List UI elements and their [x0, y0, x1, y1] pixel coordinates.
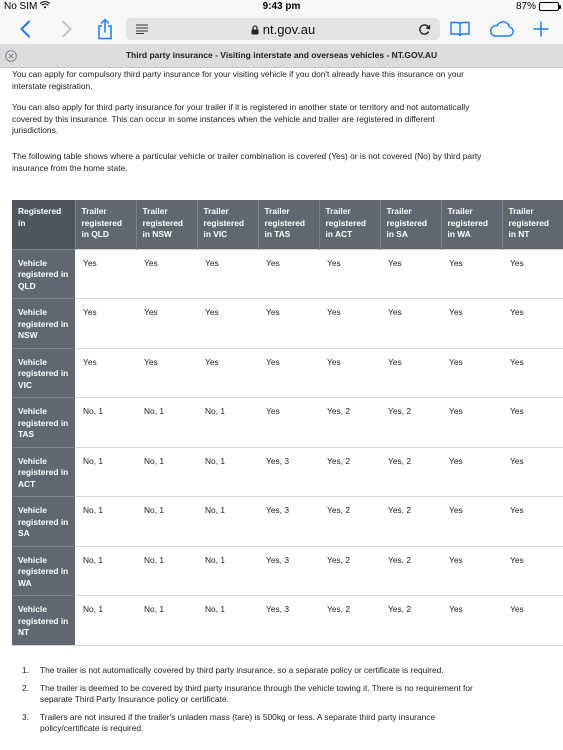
- table-cell: Yes: [380, 299, 441, 349]
- table-cell: Yes, 2: [319, 596, 380, 646]
- share-icon[interactable]: [92, 14, 118, 44]
- table-cell: Yes: [441, 299, 502, 349]
- row-header: Vehicle registered in VIC: [12, 348, 75, 398]
- row-header: Vehicle registered in WA: [12, 546, 75, 596]
- row-header: Vehicle registered in QLD: [12, 249, 75, 299]
- table-cell: Yes, 2: [319, 447, 380, 497]
- table-cell: Yes: [502, 348, 563, 398]
- table-cell: Yes, 2: [380, 447, 441, 497]
- footnote-text: The trailer is deemed to be covered by third party insurance through the vehicle towing it. There is no requirement for separate Third Party Insurance policy or certificate.: [40, 682, 473, 704]
- table-cell: Yes: [197, 299, 258, 349]
- footnote-item: [22, 712, 482, 735]
- battery-percent: 87%: [515, 1, 536, 12]
- table-cell: No, 1: [75, 497, 136, 547]
- table-cell: Yes, 2: [319, 398, 380, 448]
- row-header: Vehicle registered in NT: [12, 596, 75, 646]
- table-cell: Yes, 2: [319, 497, 380, 547]
- table-cell: No, 1: [136, 596, 197, 646]
- table-cell: No, 1: [136, 546, 197, 596]
- table-row: [12, 348, 563, 398]
- table-cell: Yes: [380, 348, 441, 398]
- footnotes-list: [22, 665, 482, 741]
- table-cell: Yes: [258, 299, 319, 349]
- table-cell: Yes: [441, 249, 502, 299]
- table-row: [12, 497, 563, 547]
- table-cell: No, 1: [197, 596, 258, 646]
- column-header-wa: Trailer registered in WA: [441, 200, 502, 249]
- lock-icon: [251, 23, 259, 38]
- browser-toolbar: [0, 14, 563, 44]
- reload-icon[interactable]: [416, 18, 432, 40]
- column-header-nt: Trailer registered in NT: [502, 200, 563, 249]
- table-cell: Yes, 2: [380, 546, 441, 596]
- table-cell: No, 1: [197, 398, 258, 448]
- table-cell: No, 1: [75, 447, 136, 497]
- table-cell: Yes, 3: [258, 546, 319, 596]
- table-cell: No, 1: [197, 447, 258, 497]
- table-cell: Yes: [197, 348, 258, 398]
- row-header: Vehicle registered in SA: [12, 497, 75, 547]
- table-row: [12, 398, 563, 448]
- table-cell: Yes: [136, 249, 197, 299]
- table-cell: Yes, 3: [258, 497, 319, 547]
- column-header-qld: Trailer registered in QLD: [75, 200, 136, 249]
- table-cell: Yes: [441, 447, 502, 497]
- table-cell: Yes, 2: [380, 596, 441, 646]
- column-header-sa: Trailer registered in SA: [380, 200, 441, 249]
- address-bar[interactable]: [126, 18, 440, 40]
- table-cell: Yes: [441, 546, 502, 596]
- column-header-vic: Trailer registered in VIC: [197, 200, 258, 249]
- table-cell: Yes, 3: [258, 596, 319, 646]
- table-cell: Yes: [380, 249, 441, 299]
- table-cell: Yes: [502, 447, 563, 497]
- footnote-number: 3.: [22, 711, 29, 722]
- column-header-act: Trailer registered in ACT: [319, 200, 380, 249]
- page-content: [0, 68, 563, 750]
- table-cell: Yes: [441, 348, 502, 398]
- carrier-label: No SIM: [4, 1, 38, 12]
- table-cell: Yes: [319, 348, 380, 398]
- table-cell: Yes, 2: [380, 398, 441, 448]
- battery-icon: [539, 2, 559, 11]
- column-header-nsw: Trailer registered in NSW: [136, 200, 197, 249]
- table-cell: Yes: [258, 249, 319, 299]
- tab-bar: [0, 44, 563, 68]
- table-cell: Yes: [441, 596, 502, 646]
- table-row: [12, 447, 563, 497]
- table-cell: Yes: [441, 497, 502, 547]
- table-cell: Yes: [319, 299, 380, 349]
- table-cell: No, 1: [75, 596, 136, 646]
- table-cell: Yes: [75, 299, 136, 349]
- table-cell: Yes: [136, 348, 197, 398]
- table-intro-paragraph: The following table shows where a particular vehicle or trailer combination is covered (Yes) or is not covered (No) by third party insurance from the home state.: [12, 151, 482, 173]
- table-cell: Yes: [258, 348, 319, 398]
- clock: 9:43 pm: [262, 1, 301, 12]
- coverage-table: [12, 200, 563, 646]
- intro-paragraph: You can apply for compulsory third party insurance for your visiting vehicle if you don't already have this insurance on your interstate registration.: [12, 69, 464, 91]
- table-cell: Yes: [502, 398, 563, 448]
- tab-title[interactable]: Third party insurance - Visiting interstate and overseas vehicles - NT.GOV.AU: [125, 50, 438, 60]
- footnote-item: [22, 683, 482, 706]
- table-cell: No, 1: [136, 447, 197, 497]
- table-cell: Yes: [319, 249, 380, 299]
- footnote-item: [22, 665, 482, 677]
- table-cell: Yes: [136, 299, 197, 349]
- table-cell: No, 1: [136, 398, 197, 448]
- chevron-left-icon[interactable]: [10, 14, 40, 44]
- table-cell: Yes, 2: [380, 497, 441, 547]
- table-cell: No, 1: [75, 546, 136, 596]
- url-host: nt.gov.au: [262, 22, 316, 37]
- table-cell: Yes: [75, 249, 136, 299]
- table-cell: Yes, 2: [319, 546, 380, 596]
- table-cell: Yes: [197, 249, 258, 299]
- footnote-number: 1.: [22, 665, 29, 675]
- footnote-text: Trailers are not insured if the trailer's unladen mass (tare) is 500kg or less. A separate third party insurance policy/certificate is required.: [40, 711, 436, 733]
- footnote-number: 2.: [22, 682, 29, 693]
- table-cell: Yes: [441, 398, 502, 448]
- table-cell: Yes: [502, 546, 563, 596]
- table-cell: Yes, 3: [258, 447, 319, 497]
- row-header: Vehicle registered in ACT: [12, 447, 75, 497]
- table-cell: No, 1: [197, 546, 258, 596]
- table-cell: Yes: [75, 348, 136, 398]
- row-header: Vehicle registered in TAS: [12, 398, 75, 448]
- table-cell: No, 1: [197, 497, 258, 547]
- table-row: [12, 249, 563, 299]
- row-header: Vehicle registered in NSW: [12, 299, 75, 349]
- plus-icon[interactable]: [528, 14, 554, 44]
- table-corner-header: Registered in: [12, 200, 75, 249]
- table-cell: Yes: [502, 299, 563, 349]
- bookmarks-icon[interactable]: [446, 14, 474, 44]
- table-row: [12, 596, 563, 646]
- footnote-text: The trailer is not automatically covered by third party insurance, so a separate policy or certificate is required.: [40, 665, 444, 675]
- table-cell: No, 1: [75, 398, 136, 448]
- table-cell: Yes: [258, 398, 319, 448]
- cloud-tabs-icon[interactable]: [486, 14, 518, 44]
- table-cell: No, 1: [136, 497, 197, 547]
- table-row: [12, 299, 563, 349]
- table-cell: Yes: [502, 249, 563, 299]
- chevron-right-icon[interactable]: [52, 14, 82, 44]
- table-cell: Yes: [502, 497, 563, 547]
- table-cell: Yes: [502, 596, 563, 646]
- table-header-row: [12, 200, 563, 249]
- table-row: [12, 546, 563, 596]
- status-bar: [0, 0, 563, 14]
- trailer-paragraph: You can also apply for third party insurance for your trailer if it is registered in another state or territory and not automatically covered by this insurance. This can occur in some instances when the vehicle and trailer are registered in different jurisdictions.: [12, 102, 470, 135]
- column-header-tas: Trailer registered in TAS: [258, 200, 319, 249]
